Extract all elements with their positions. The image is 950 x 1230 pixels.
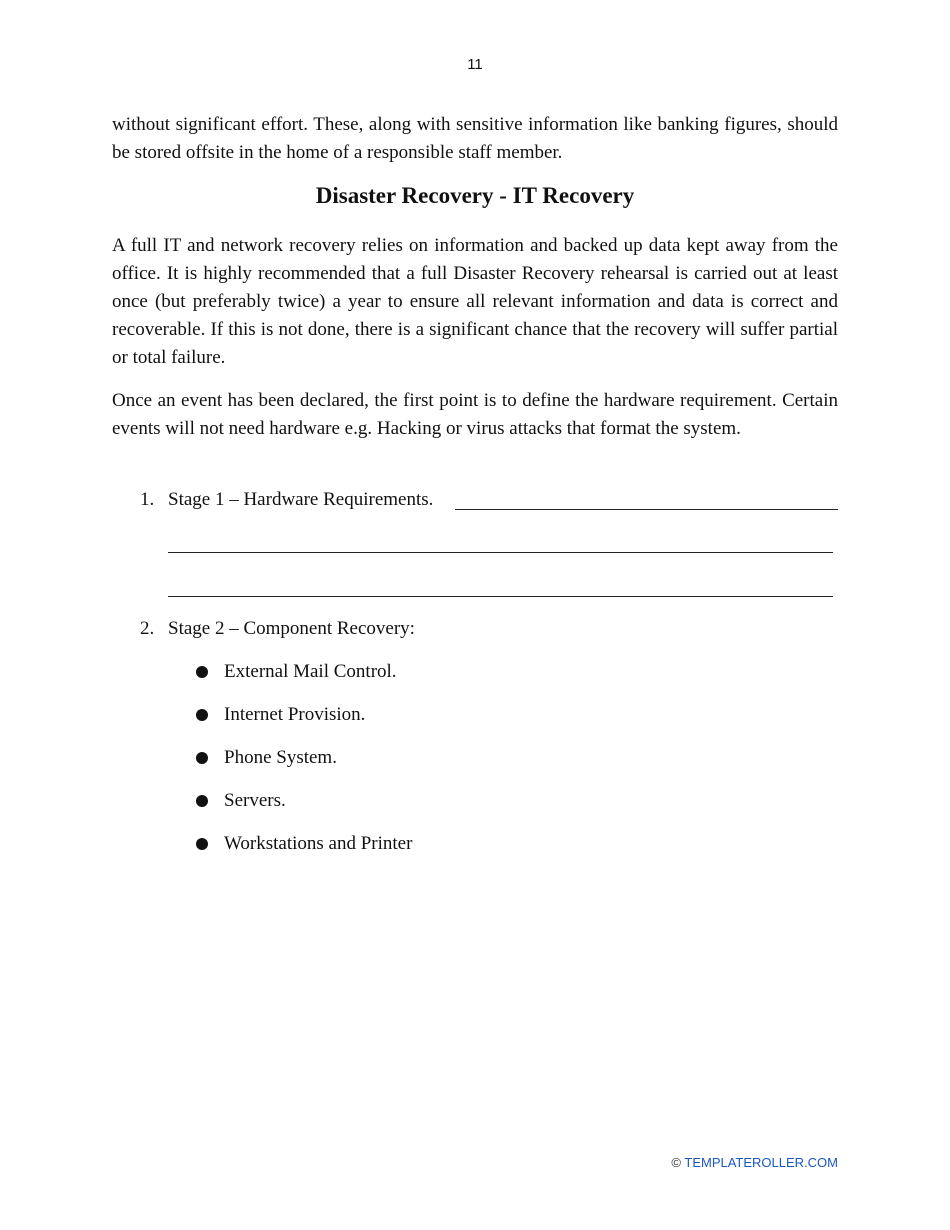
list-item: External Mail Control. (224, 661, 397, 682)
list-item: Workstations and Printer (224, 833, 413, 854)
list-item: Servers. (224, 790, 286, 811)
bullet-icon (196, 752, 208, 764)
stage-2-number: 2. (140, 618, 155, 639)
bullet-icon (196, 666, 208, 678)
stage-1-label: Stage 1 – Hardware Requirements. (168, 489, 434, 510)
copyright-symbol: © (671, 1155, 681, 1170)
intro-paragraph: without significant effort. These, along with sensitive information like banking figures, should be stored offsite in the home of a responsible staff member. (112, 114, 838, 163)
paragraph-it-recovery: A full IT and network recovery relies on information and backed up data kept away from the office. It is highly recommended that a full Disaster Recovery rehearsal is carried out at least once (but preferably twice) a year to ensure all relevant information and data is correct and recoverable. If this is not done, there is a significant chance that the recovery will suffer partial or total failure. (112, 235, 838, 368)
bullet-icon (196, 795, 208, 807)
stage-1-fill-line-3[interactable] (168, 596, 833, 597)
stage-1-fill-line-1[interactable] (455, 509, 838, 510)
stage-1-fill-line-2[interactable] (168, 552, 833, 553)
section-title: Disaster Recovery - IT Recovery (315, 183, 635, 208)
list-item: Internet Provision. (224, 704, 366, 725)
page-number: 11 (467, 56, 483, 73)
paragraph-hardware-requirement: Once an event has been declared, the first point is to define the hardware requirement. Certain events will not need hardware e.g. Hacking or virus attacks that format the system. (112, 390, 838, 439)
stage-1-number: 1. (140, 489, 155, 510)
footer-credit (671, 1155, 838, 1170)
bullet-icon (196, 709, 208, 721)
stage-2-label: Stage 2 – Component Recovery: (168, 618, 415, 639)
templateroller-link[interactable]: TEMPLATEROLLER.COM (684, 1155, 838, 1170)
bullet-icon (196, 838, 208, 850)
list-item: Phone System. (224, 747, 337, 768)
